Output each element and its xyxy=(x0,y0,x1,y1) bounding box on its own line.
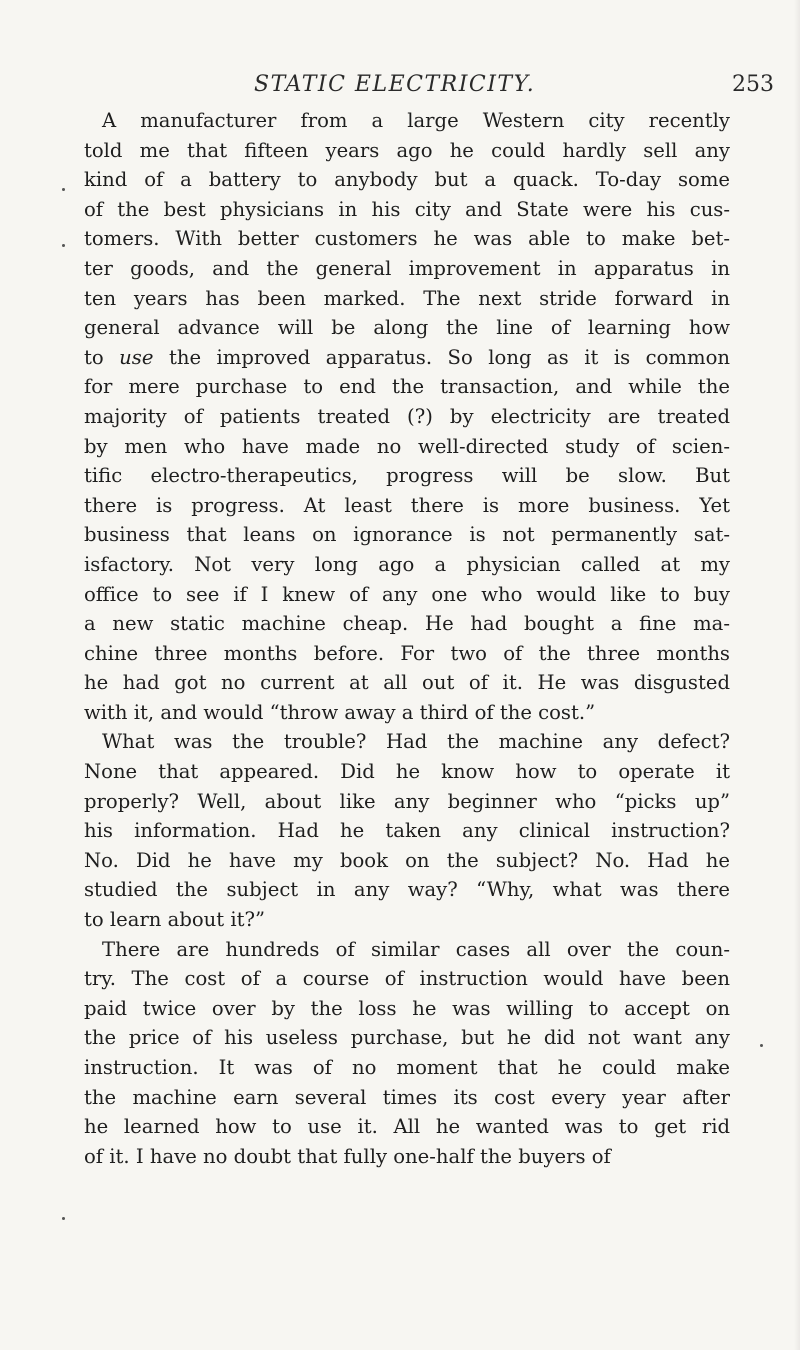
text-line: ter goods, and the general improvement in apparatus in xyxy=(84,256,730,280)
margin-speck xyxy=(62,244,65,247)
text-line: of the best physicians in his city and State were his cus- xyxy=(84,197,730,221)
text-line: of it. I have no doubt that fully one-half the buyers of xyxy=(84,1144,611,1168)
text-line: kind of a battery to anybody but a quack. To-day some xyxy=(84,168,730,192)
text-line: isfactory. Not very long ago a physician called at my xyxy=(84,552,730,576)
text-line: he learned how to use it. All he wanted was to get rid xyxy=(84,1115,730,1139)
page-header xyxy=(0,72,800,102)
text-line xyxy=(84,343,730,373)
emphasized-word: use xyxy=(119,345,154,369)
text-line: told me that fifteen years ago he could hardly sell any xyxy=(84,138,730,162)
text-line: ten years has been marked. The next stride forward in xyxy=(84,286,730,310)
text-line: tomers. With better customers he was able to make bet- xyxy=(84,227,730,251)
text-line: What was the trouble? Had the machine any defect? xyxy=(102,730,730,754)
text-line: he had got no current at all out of it. He was disgusted xyxy=(84,671,730,695)
text-line: there is progress. At least there is more business. Yet xyxy=(84,493,730,517)
text-line: a new static machine cheap. He had bought a fine ma- xyxy=(84,612,730,636)
text-line: the price of his useless purchase, but he did not want any xyxy=(84,1026,730,1050)
text-line: by men who have made no well-directed study of scien- xyxy=(84,434,730,458)
text-line: properly? Well, about like any beginner who “picks up” xyxy=(84,789,730,813)
text-line: studied the subject in any way? “Why, what was there xyxy=(84,878,730,902)
text-line: tific electro-therapeutics, progress will be slow. But xyxy=(84,464,730,488)
body-text xyxy=(84,106,730,1171)
text-line: There are hundreds of similar cases all over the coun- xyxy=(102,937,730,961)
text-line: his information. Had he taken any clinical instruction? xyxy=(84,819,730,843)
text-line: paid twice over by the loss he was willing to accept on xyxy=(84,996,730,1020)
text-line: for mere purchase to end the transaction, and while the xyxy=(84,375,730,399)
text-line: with it, and would “throw away a third of the cost.” xyxy=(84,700,596,724)
text-fragment: the improved apparatus. So long as it is common xyxy=(168,345,731,369)
margin-speck xyxy=(62,1217,65,1220)
text-line: to learn about it?” xyxy=(84,908,266,932)
text-line: No. Did he have my book on the subject? No. Had he xyxy=(84,848,730,872)
running-title: STATIC ELECTRICITY. xyxy=(254,72,536,97)
text-fragment: to xyxy=(84,345,120,369)
text-line: office to see if I knew of any one who would like to buy xyxy=(84,582,730,606)
text-line: the machine earn several times its cost every year after xyxy=(84,1085,730,1109)
text-line: None that appeared. Did he know how to operate it xyxy=(84,760,730,784)
text-line: chine three months before. For two of the three months xyxy=(84,641,730,665)
text-line: try. The cost of a course of instruction would have been xyxy=(84,967,730,991)
text-line: majority of patients treated (?) by electricity are treated xyxy=(84,404,730,428)
margin-speck xyxy=(62,188,65,191)
text-line: A manufacturer from a large Western city recently xyxy=(102,109,730,132)
text-line: business that leans on ignorance is not permanently sat- xyxy=(84,523,730,547)
text-line: general advance will be along the line of learning how xyxy=(84,316,730,340)
margin-speck xyxy=(760,1044,763,1047)
page-number: 253 xyxy=(732,72,774,97)
text-line: instruction. It was of no moment that he could make xyxy=(84,1056,730,1079)
scan-edge-shadow xyxy=(794,0,800,1350)
